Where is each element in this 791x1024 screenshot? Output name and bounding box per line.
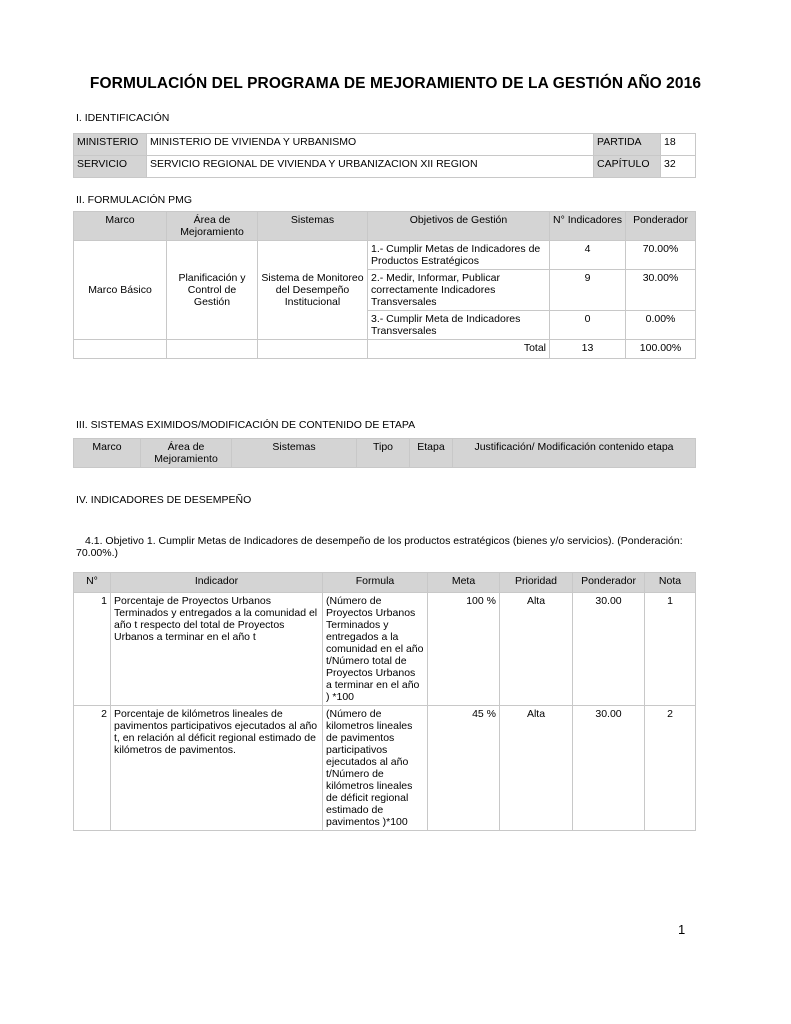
indicadores-header-meta: Meta xyxy=(428,573,500,593)
page-title: FORMULACIÓN DEL PROGRAMA DE MEJORAMIENTO DE LA GESTIÓN AÑO 2016 xyxy=(89,75,702,92)
pmg-empty-cell xyxy=(167,340,258,359)
pmg-marco: Marco Básico xyxy=(74,241,167,340)
pmg-area: Planificación y Control de Gestión xyxy=(167,241,258,340)
pmg-empty-cell xyxy=(74,340,167,359)
indicadores-header-ponderador: Ponderador xyxy=(573,573,645,593)
page-number: 1 xyxy=(678,922,686,937)
servicio-label: SERVICIO xyxy=(74,156,147,178)
pmg-sistema: Sistema de Monitoreo del Desempeño Institucional xyxy=(258,241,368,340)
indicador-meta: 100 % xyxy=(428,593,500,706)
pmg-ponderador: 70.00% xyxy=(626,241,696,270)
pmg-total-ponderador: 100.00% xyxy=(626,340,696,359)
pmg-total-n: 13 xyxy=(550,340,626,359)
servicio-value: SERVICIO REGIONAL DE VIVIENDA Y URBANIZACION XII REGION xyxy=(147,156,594,178)
eximidos-header-justificacion: Justificación/ Modificación contenido etapa xyxy=(453,439,696,468)
objetivo-1-description: 4.1. Objetivo 1. Cumplir Metas de Indicadores de desempeño de los productos estratégicos (bienes y/o servicios). (Ponderación: 70.00%.) xyxy=(76,535,683,559)
indicador-nota: 2 xyxy=(645,706,696,831)
indicador-number: 2 xyxy=(74,706,111,831)
ministerio-label: MINISTERIO xyxy=(74,134,147,156)
pmg-ponderador: 30.00% xyxy=(626,270,696,311)
pmg-header-marco: Marco xyxy=(74,212,167,241)
capitulo-value: 32 xyxy=(661,156,696,178)
indicadores-header-nota: Nota xyxy=(645,573,696,593)
ministerio-value: MINISTERIO DE VIVIENDA Y URBANISMO xyxy=(147,134,594,156)
indicador-nota: 1 xyxy=(645,593,696,706)
pmg-header-sistemas: Sistemas xyxy=(258,212,368,241)
indicadores-header-n: N° xyxy=(74,573,111,593)
pmg-total-label: Total xyxy=(368,340,550,359)
eximidos-header-etapa: Etapa xyxy=(410,439,453,468)
partida-value: 18 xyxy=(661,134,696,156)
indicador-ponderador: 30.00 xyxy=(573,706,645,831)
capitulo-label: CAPÍTULO xyxy=(594,156,661,178)
indicadores-header-indicador: Indicador xyxy=(111,573,323,593)
eximidos-header-tipo: Tipo xyxy=(357,439,410,468)
pmg-ponderador: 0.00% xyxy=(626,311,696,340)
eximidos-table xyxy=(73,438,696,468)
pmg-table xyxy=(73,211,696,359)
section-indicadores: IV. INDICADORES DE DESEMPEÑO xyxy=(76,494,252,506)
eximidos-header-area: Área de Mejoramiento xyxy=(141,439,232,468)
indicadores-header-formula: Formula xyxy=(323,573,428,593)
indicador-prioridad: Alta xyxy=(500,593,573,706)
eximidos-header-sistemas: Sistemas xyxy=(232,439,357,468)
partida-label: PARTIDA xyxy=(594,134,661,156)
section-eximidos: III. SISTEMAS EXIMIDOS/MODIFICACIÓN DE CONTENIDO DE ETAPA xyxy=(76,419,416,431)
pmg-header-ponderador: Ponderador xyxy=(626,212,696,241)
table-row xyxy=(74,706,696,831)
indicador-name: Porcentaje de kilómetros lineales de pavimentos participativos ejecutados al año t, en relación al déficit regional estimado de kilómetros de pavimentos. xyxy=(111,706,323,831)
indicador-name: Porcentaje de Proyectos Urbanos Terminados y entregados a la comunidad el año t respecto del total de Proyectos Urbanos a terminar en el año t xyxy=(111,593,323,706)
section-identificacion: I. IDENTIFICACIÓN xyxy=(76,112,170,124)
indicador-ponderador: 30.00 xyxy=(573,593,645,706)
pmg-n-indicadores: 9 xyxy=(550,270,626,311)
section-formulacion: II. FORMULACIÓN PMG xyxy=(76,194,193,206)
pmg-objetivo: 1.- Cumplir Metas de Indicadores de Productos Estratégicos xyxy=(368,241,550,270)
pmg-n-indicadores: 4 xyxy=(550,241,626,270)
indicador-number: 1 xyxy=(74,593,111,706)
pmg-empty-cell xyxy=(258,340,368,359)
table-row xyxy=(74,593,696,706)
pmg-objetivo: 3.- Cumplir Meta de Indicadores Transversales xyxy=(368,311,550,340)
pmg-n-indicadores: 0 xyxy=(550,311,626,340)
pmg-header-area: Área de Mejoramiento xyxy=(167,212,258,241)
indicador-prioridad: Alta xyxy=(500,706,573,831)
pmg-objetivo: 2.- Medir, Informar, Publicar correctamente Indicadores Transversales xyxy=(368,270,550,311)
indicador-meta: 45 % xyxy=(428,706,500,831)
pmg-header-objetivos: Objetivos de Gestión xyxy=(368,212,550,241)
indicador-formula: (Número de kilometros lineales de pavimentos participativos ejecutados al año t/Número de kilómetros lineales de déficit regional estimado de pavimentos )*100 xyxy=(323,706,428,831)
eximidos-header-marco: Marco xyxy=(74,439,141,468)
identificacion-table xyxy=(73,133,696,178)
indicador-formula: (Número de Proyectos Urbanos Terminados y entregados a la comunidad en el año t/Número total de Proyectos Urbanos a terminar en el año ) *100 xyxy=(323,593,428,706)
indicadores-header-prioridad: Prioridad xyxy=(500,573,573,593)
indicadores-table xyxy=(73,572,696,831)
pmg-header-n-indicadores: N° Indicadores xyxy=(550,212,626,241)
